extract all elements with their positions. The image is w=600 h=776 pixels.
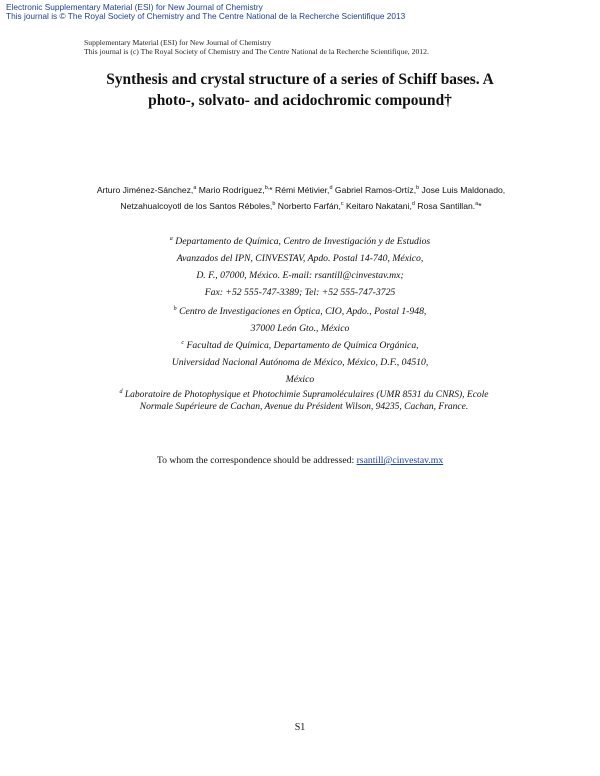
affiliation-mark: b — [173, 305, 177, 312]
affiliation-a — [90, 233, 510, 301]
affiliation-line: Universidad Nacional Autónoma de México, México, D.F., 04510, — [171, 357, 429, 368]
affiliation-mark: d — [119, 388, 123, 395]
author-affiliation-mark: a — [475, 201, 479, 208]
affiliation-line: México — [285, 374, 315, 385]
supplementary-line-1: Supplementary Material (ESI) for New Journal of Chemistry — [84, 38, 272, 47]
affiliation-b — [90, 303, 510, 337]
author-affiliation-mark: b — [272, 201, 276, 208]
affiliation-line: Departamento de Química, Centro de Investigación y de Estudios — [175, 236, 431, 247]
author-affiliation-mark: b — [416, 185, 420, 192]
affiliation-mark: c — [181, 339, 185, 346]
correspondence-email-link[interactable]: rsantill@cinvestav.mx — [356, 455, 444, 466]
author-affiliation-mark: a — [193, 185, 197, 192]
correspondence-note — [60, 455, 540, 466]
affiliation-line: Laboratoire de Photophysique et Photochimie Supramoléculaires (UMR 8531 du CNRS), Ecole — [124, 390, 489, 400]
esi-header-line-2: This journal is © The Royal Society of Chemistry and The Centre National de la Recherche Scientifique 2013 — [6, 11, 406, 21]
affiliation-line: Normale Supérieure de Cachan, Avenue du Président Wilson, 94235, Cachan, France. — [139, 401, 469, 412]
author-name: Jose Luis Maldonado, Netzahualcoyotl de los Santos Réboles, — [120, 185, 506, 211]
affiliation-line: Facultad de Química, Departamento de Química Orgánica, — [186, 340, 419, 351]
author-affiliation-mark: d — [411, 201, 415, 208]
affiliation-d — [90, 390, 518, 413]
title-line-1: Synthesis and crystal structure of a series of Schiff bases. A — [106, 71, 494, 88]
author-affiliation-mark: b, — [264, 185, 270, 192]
affiliation-line: Fax: +52 555-747-3389; Tel: +52 555-747-3725 — [204, 287, 396, 298]
esi-header-line-1: Electronic Supplementary Material (ESI) for New Journal of Chemistry — [6, 2, 263, 12]
supplementary-line-2: This journal is (c) The Royal Society of Chemistry and The Centre National de la Recherche Scientifique, 2012. — [84, 47, 429, 56]
author-name: Rosa Santillan. — [414, 201, 476, 211]
author-affiliation-mark: d — [329, 185, 333, 192]
author-name: Norberto Farfán, — [275, 201, 341, 211]
correspondence-text: To whom the correspondence should be addressed: — [156, 455, 357, 466]
affiliation-line: 37000 León Gto., México — [250, 323, 350, 334]
author-affiliation-mark: c — [340, 201, 344, 208]
paper-title — [60, 69, 540, 111]
affiliation-line: Centro de Investigaciones en Óptica, CIO, Apdo., Postal 1-948, — [179, 306, 427, 317]
affiliation-line: D. F., 07000, México. E-mail: rsantill@cinvestav.mx; — [196, 270, 404, 281]
author-name: Keitaro Nakatani, — [343, 201, 412, 211]
author-name: Mario Rodríguez, — [196, 185, 265, 195]
affiliation-line: Avanzados del IPN, CINVESTAV, Apdo. Postal 14-740, México, — [176, 253, 424, 264]
author-name: Gabriel Ramos-Ortíz, — [332, 185, 417, 195]
affiliation-c — [90, 337, 510, 388]
corresponding-author-mark: * — [478, 201, 482, 211]
title-line-2: photo-, solvato- and acidochromic compound† — [148, 92, 452, 109]
affiliation-mark: a — [169, 235, 173, 242]
author-name: Arturo Jiménez-Sánchez, — [96, 185, 194, 195]
author-list — [92, 182, 510, 214]
author-name: * Rémi Métivier, — [269, 185, 330, 195]
page-number: S1 — [294, 722, 306, 733]
